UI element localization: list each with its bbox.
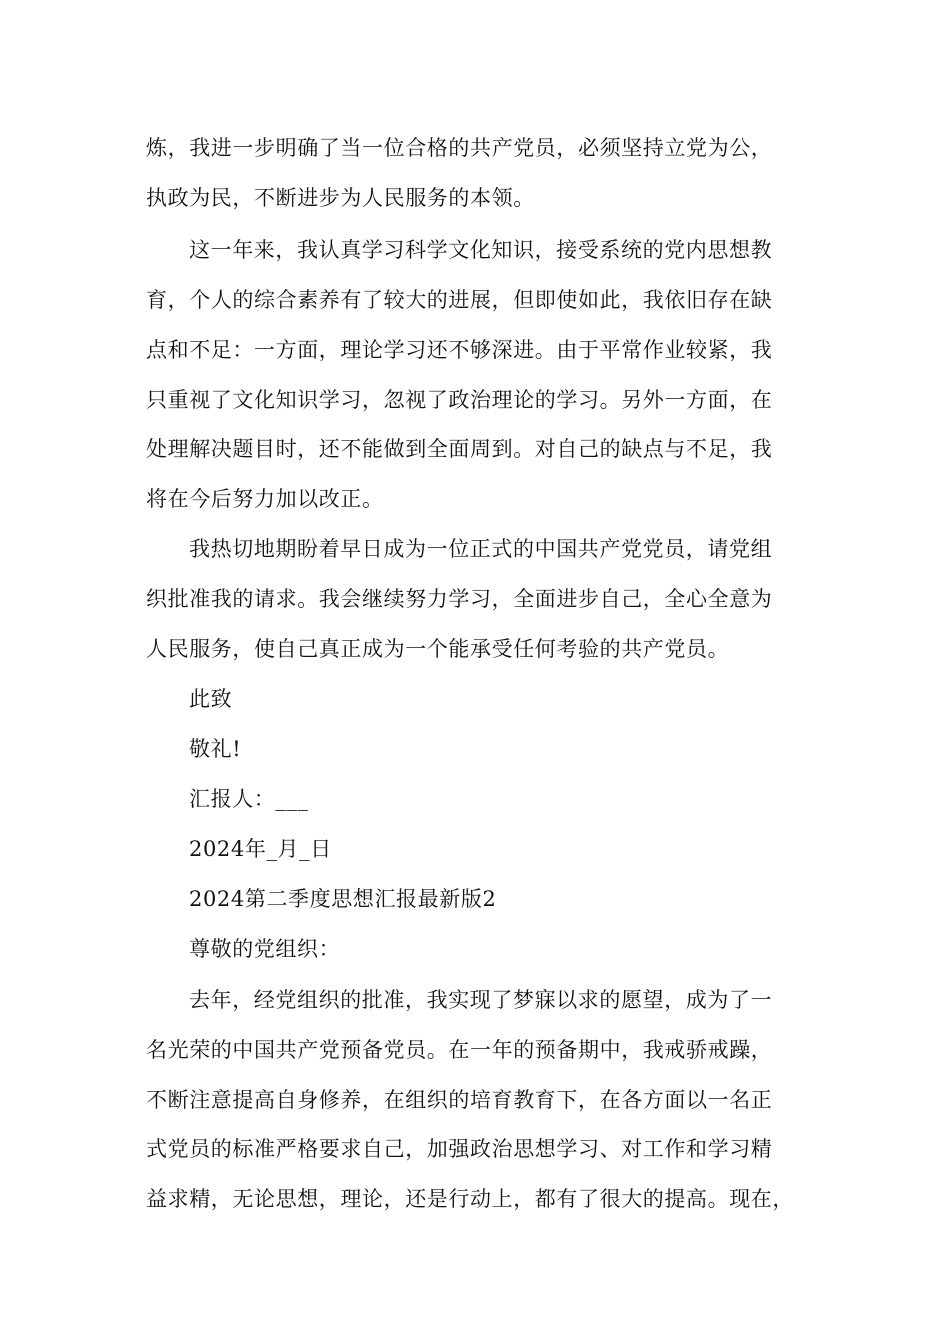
- date-line: 2024年_月_日: [189, 837, 332, 861]
- reporter-line: 汇报人：___: [189, 787, 309, 811]
- paragraph-line: 我热切地期盼着早日成为一位正式的中国共产党党员，请党组: [189, 537, 773, 561]
- paragraph-line: 将在今后努力加以改正。: [146, 487, 384, 511]
- paragraph-line: 不断注意提高自身修养，在组织的培育教育下，在各方面以一名正: [146, 1088, 773, 1112]
- paragraph-line: 人民服务，使自己真正成为一个能承受任何考验的共产党员。: [146, 637, 730, 661]
- paragraph-line: 去年，经党组织的批准，我实现了梦寐以求的愿望，成为了一: [189, 988, 773, 1012]
- paragraph-line: 式党员的标准严格要求自己，加强政治思想学习、对工作和学习精: [146, 1137, 773, 1161]
- paragraph-line: 只重视了文化知识学习，忽视了政治理论的学习。另外一方面，在: [146, 388, 773, 412]
- salutation-line: 敬礼!: [189, 737, 242, 761]
- greeting-line: 尊敬的党组织：: [189, 937, 341, 961]
- paragraph-line: 执政为民，不断进步为人民服务的本领。: [146, 186, 535, 210]
- paragraph-line: 织批准我的请求。我会继续努力学习，全面进步自己，全心全意为: [146, 587, 773, 611]
- paragraph-line: 益求精，无论思想，理论，还是行动上，都有了很大的提高。现在，: [146, 1187, 794, 1211]
- paragraph-line: 点和不足：一方面，理论学习还不够深进。由于平常作业较紧，我: [146, 338, 773, 362]
- closing-line: 此致: [189, 687, 233, 711]
- paragraph-line: 炼，我进一步明确了当一位合格的共产党员，必须坚持立党为公，: [146, 136, 773, 160]
- paragraph-line: 这一年来，我认真学习科学文化知识，接受系统的党内思想教: [189, 238, 773, 262]
- paragraph-line: 育，个人的综合素养有了较大的进展，但即使如此，我依旧存在缺: [146, 288, 773, 312]
- paragraph-line: 处理解决题目时，还不能做到全面周到。对自己的缺点与不足，我: [146, 437, 773, 461]
- paragraph-line: 名光荣的中国共产党预备党员。在一年的预备期中，我戒骄戒躁，: [146, 1038, 773, 1062]
- section-title: 2024第二季度思想汇报最新版2: [189, 887, 497, 911]
